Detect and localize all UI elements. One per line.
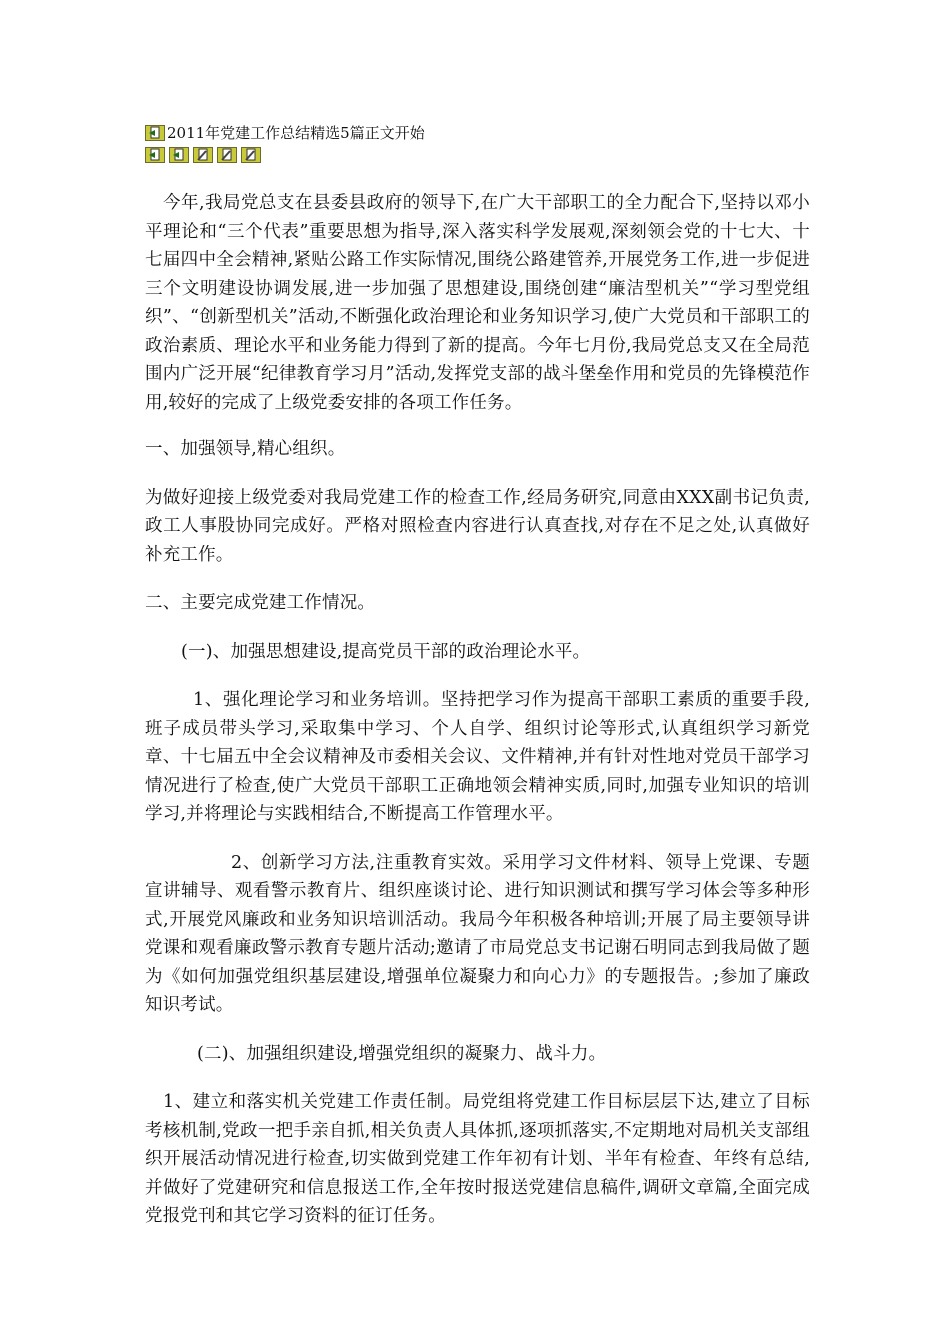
document-title: 2011年党建工作总结精选5篇正文开始 (167, 124, 425, 142)
document-pen-icon[interactable] (241, 147, 261, 163)
document-arrow-icon[interactable] (169, 147, 189, 163)
document-page (145, 122, 810, 1231)
subsection1-heading: (一)、加强思想建设,提高党员干部的政治理论水平。 (181, 641, 591, 662)
subsection2-item1: 1、建立和落实机关党建工作责任制。局党组将党建工作目标层层下达,建立了目标考核机制,党政一把手亲自抓,相关负责人具体抓,逐项抓落实,不定期地对局机关支部组织开展活动情况进行检查,切实做到党建工作年初有计划、半年有检查、年终有总结,并做好了党建研究和信息报送工作,全年按时报送党建信息稿件,调研文章篇,全面完成党报党刊和其它学习资料的征订任务。 (145, 1092, 810, 1226)
document-arrow-icon[interactable] (145, 147, 165, 163)
subsection1-item2: 2、创新学习方法,注重教育实效。采用学习文件材料、领导上党课、专题宣讲辅导、观看警示教育片、组织座谈讨论、进行知识测试和撰写学习体会等多种形式,开展党风廉政和业务知识培训活动。我局今年积极各种培训;开展了局主要领导讲党课和观看廉政警示教育专题片活动;邀请了市局党总支书记谢石明同志到我局做了题为《如何加强党组织基层建设,增强单位凝聚力和向心力》的专题报告。;参加了廉政知识考试。 (145, 852, 810, 1015)
subsection2-heading: (二)、加强组织建设,增强党组织的凝聚力、战斗力。 (197, 1043, 607, 1064)
document-pen-icon[interactable] (193, 147, 213, 163)
section1-paragraph: 为做好迎接上级党委对我局党建工作的检查工作,经局务研究,同意由XXX副书记负责,政工人事股协同完成好。严格对照检查内容进行认真查找,对存在不足之处,认真做好补充工作。 (145, 487, 810, 565)
document-arrow-icon[interactable] (145, 125, 165, 141)
section2-heading: 二、主要完成党建工作情况。 (145, 593, 376, 613)
toolbar-icons (145, 145, 810, 165)
subsection1-item1: 1、强化理论学习和业务培训。坚持把学习作为提高干部职工素质的重要手段,班子成员带头学习,采取集中学习、个人自学、组织讨论等形式,认真组织学习新党章、十七届五中全会议精神及市委相关会议、文件精神,并有针对性地对党员干部学习情况进行了检查,使广大党员干部职工正确地领会精神实质,同时,加强专业知识的培训学习,并将理论与实践相结合,不断提高工作管理水平。 (145, 690, 810, 824)
intro-paragraph: 今年,我局党总支在县委县政府的领导下,在广大干部职工的全力配合下,坚持以邓小平理论和“三个代表”重要思想为指导,深入落实科学发展观,深刻领会党的十七大、十七届四中全会精神,紧贴公路工作实际情况,围绕公路建管养,开展党务工作,进一步促进三个文明建设协调发展,进一步加强了思想建设,围绕创建“廉洁型机关”“学习型党组织”、“创新型机关”活动,不断强化政治理论和业务知识学习,使广大党员和干部职工的政治素质、理论水平和业务能力得到了新的提高。今年七月份,我局党总支又在全局范围内广泛开展“纪律教育学习月”活动,发挥党支部的战斗堡垒作用和党员的先锋模范作用,较好的完成了上级党委安排的各项工作任务。 (145, 193, 810, 413)
section1-heading: 一、加强领导,精心组织。 (145, 439, 346, 459)
document-pen-icon[interactable] (217, 147, 237, 163)
document-header (145, 122, 810, 144)
